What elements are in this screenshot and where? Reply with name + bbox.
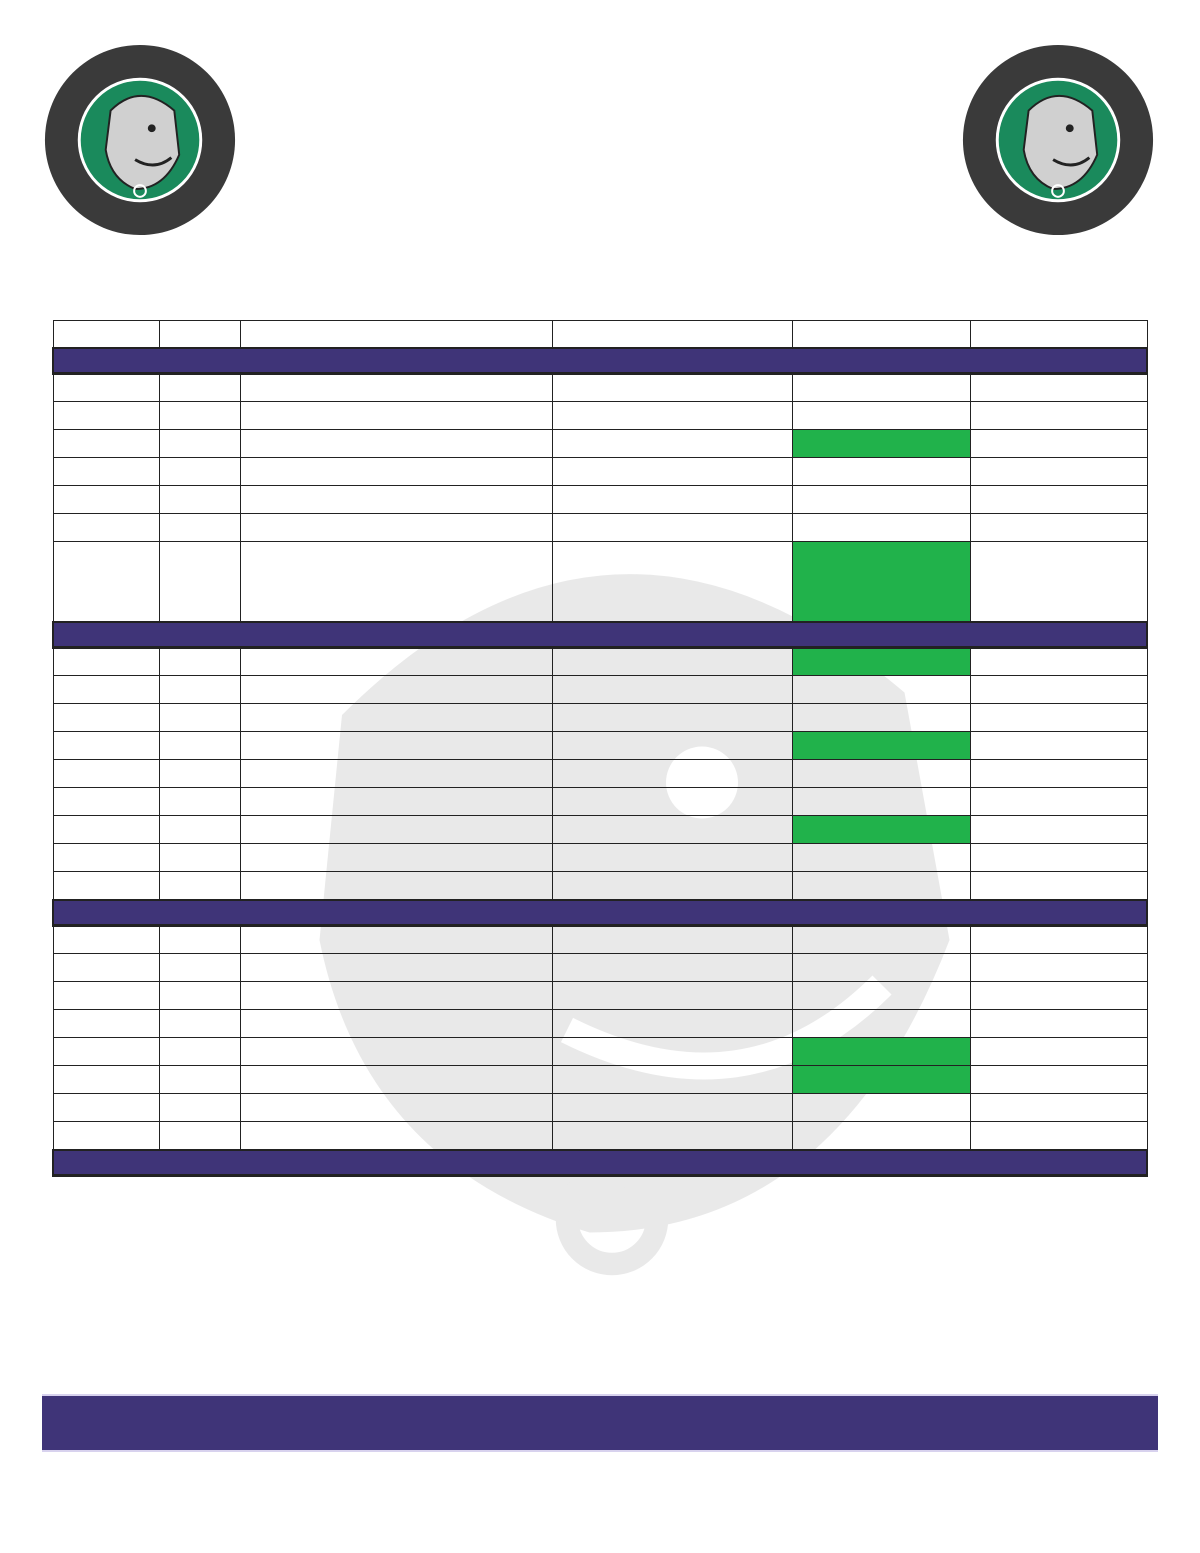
- bulldog-logo-icon: [42, 42, 238, 238]
- cell-level: [552, 514, 792, 542]
- cell-time: [970, 402, 1147, 430]
- cell-level: [552, 760, 792, 788]
- cell-date: [53, 816, 159, 844]
- cell-time: [970, 1122, 1147, 1150]
- cell-event: [240, 458, 552, 486]
- cell-event: [240, 374, 552, 402]
- cell-site: [792, 1038, 970, 1066]
- cell-time: [970, 430, 1147, 458]
- cell-time: [970, 1010, 1147, 1038]
- cell-date: [53, 402, 159, 430]
- cell-day: [159, 486, 240, 514]
- cell-day: [159, 458, 240, 486]
- cell-level: [552, 872, 792, 900]
- cell-date: [53, 704, 159, 732]
- cell-time: [970, 542, 1147, 622]
- cell-event: [240, 926, 552, 954]
- cell-site: [792, 430, 970, 458]
- month-header-november: [53, 348, 1147, 374]
- cell-day: [159, 676, 240, 704]
- cell-time: [970, 1094, 1147, 1122]
- cell-date: [53, 760, 159, 788]
- schedule-table-container: [52, 320, 1146, 1177]
- cell-site: [792, 872, 970, 900]
- cell-date: [53, 954, 159, 982]
- table-row: [53, 542, 1147, 622]
- schedule-table: [52, 320, 1148, 1177]
- cell-event: [240, 1010, 552, 1038]
- bulldog-logo-icon: [960, 42, 1156, 238]
- column-header-time: [970, 321, 1147, 348]
- cell-site: [792, 926, 970, 954]
- cell-event: [240, 954, 552, 982]
- cell-site: [792, 402, 970, 430]
- cell-date: [53, 1094, 159, 1122]
- cell-level: [552, 1038, 792, 1066]
- cell-time: [970, 788, 1147, 816]
- cell-event: [240, 402, 552, 430]
- cell-time: [970, 486, 1147, 514]
- cell-time: [970, 1066, 1147, 1094]
- month-label: [53, 1150, 1147, 1176]
- cell-event: [240, 676, 552, 704]
- table-row: [53, 1066, 1147, 1094]
- cell-date: [53, 458, 159, 486]
- cell-level: [552, 486, 792, 514]
- cell-level: [552, 374, 792, 402]
- cell-level: [552, 816, 792, 844]
- column-header-site: [792, 321, 970, 348]
- cell-date: [53, 1010, 159, 1038]
- cell-day: [159, 954, 240, 982]
- month-label: [53, 622, 1147, 648]
- cell-day: [159, 704, 240, 732]
- cell-event: [240, 648, 552, 676]
- cell-date: [53, 430, 159, 458]
- cell-event: [240, 732, 552, 760]
- harrison-hoyas-logo-right: [960, 42, 1156, 238]
- cell-date: [53, 648, 159, 676]
- cell-level: [552, 402, 792, 430]
- cell-date: [53, 732, 159, 760]
- month-label: [53, 348, 1147, 374]
- table-row: [53, 926, 1147, 954]
- cell-date: [53, 982, 159, 1010]
- cell-day: [159, 1094, 240, 1122]
- cell-time: [970, 844, 1147, 872]
- table-row: [53, 676, 1147, 704]
- cell-event: [240, 760, 552, 788]
- cell-day: [159, 648, 240, 676]
- cell-site: [792, 1010, 970, 1038]
- cell-day: [159, 926, 240, 954]
- cell-site: [792, 1122, 970, 1150]
- table-row: [53, 760, 1147, 788]
- cell-level: [552, 954, 792, 982]
- cell-event: [240, 1094, 552, 1122]
- cell-level: [552, 542, 792, 622]
- cell-level: [552, 788, 792, 816]
- cell-date: [53, 926, 159, 954]
- cell-date: [53, 374, 159, 402]
- table-row: [53, 872, 1147, 900]
- wrestling-schedule-banner: [42, 1394, 1158, 1452]
- schedule-body: [53, 348, 1147, 1176]
- cell-site: [792, 982, 970, 1010]
- cell-date: [53, 788, 159, 816]
- cell-level: [552, 648, 792, 676]
- table-row: [53, 648, 1147, 676]
- cell-time: [970, 732, 1147, 760]
- cell-event: [240, 542, 552, 622]
- cell-event: [240, 788, 552, 816]
- cell-day: [159, 542, 240, 622]
- month-header-february: [53, 1150, 1147, 1176]
- cell-site: [792, 788, 970, 816]
- cell-time: [970, 704, 1147, 732]
- cell-date: [53, 844, 159, 872]
- cell-event: [240, 514, 552, 542]
- cell-time: [970, 982, 1147, 1010]
- cell-date: [53, 1066, 159, 1094]
- table-row: [53, 982, 1147, 1010]
- table-row: [53, 374, 1147, 402]
- cell-time: [970, 514, 1147, 542]
- table-header-row: [53, 321, 1147, 348]
- table-row: [53, 1010, 1147, 1038]
- table-row: [53, 732, 1147, 760]
- cell-site: [792, 486, 970, 514]
- cell-time: [970, 648, 1147, 676]
- column-header-day: [159, 321, 240, 348]
- table-row: [53, 514, 1147, 542]
- cell-day: [159, 1010, 240, 1038]
- cell-time: [970, 676, 1147, 704]
- cell-site: [792, 816, 970, 844]
- cell-level: [552, 430, 792, 458]
- table-row: [53, 704, 1147, 732]
- cell-site: [792, 676, 970, 704]
- cell-date: [53, 872, 159, 900]
- table-row: [53, 486, 1147, 514]
- cell-time: [970, 954, 1147, 982]
- cell-site: [792, 732, 970, 760]
- cell-level: [552, 458, 792, 486]
- cell-day: [159, 430, 240, 458]
- cell-date: [53, 486, 159, 514]
- cell-site: [792, 374, 970, 402]
- cell-event: [240, 982, 552, 1010]
- cell-site: [792, 1094, 970, 1122]
- month-header-january: [53, 900, 1147, 926]
- cell-day: [159, 1122, 240, 1150]
- cell-site: [792, 458, 970, 486]
- month-header-december: [53, 622, 1147, 648]
- cell-site: [792, 514, 970, 542]
- cell-event: [240, 816, 552, 844]
- cell-day: [159, 816, 240, 844]
- month-label: [53, 900, 1147, 926]
- table-row: [53, 1122, 1147, 1150]
- cell-site: [792, 542, 970, 622]
- cell-level: [552, 1066, 792, 1094]
- cell-site: [792, 1066, 970, 1094]
- cell-time: [970, 926, 1147, 954]
- cell-event: [240, 704, 552, 732]
- cell-day: [159, 732, 240, 760]
- table-row: [53, 954, 1147, 982]
- cell-time: [970, 458, 1147, 486]
- cell-date: [53, 676, 159, 704]
- table-row: [53, 1094, 1147, 1122]
- cell-event: [240, 430, 552, 458]
- cell-site: [792, 954, 970, 982]
- cell-day: [159, 1038, 240, 1066]
- cell-site: [792, 760, 970, 788]
- column-header-event: [240, 321, 552, 348]
- table-row: [53, 402, 1147, 430]
- table-row: [53, 430, 1147, 458]
- cell-level: [552, 926, 792, 954]
- cell-date: [53, 1122, 159, 1150]
- cell-level: [552, 844, 792, 872]
- table-row: [53, 844, 1147, 872]
- cell-day: [159, 514, 240, 542]
- table-row: [53, 458, 1147, 486]
- cell-event: [240, 1038, 552, 1066]
- cell-event: [240, 1066, 552, 1094]
- cell-event: [240, 1122, 552, 1150]
- cell-level: [552, 1010, 792, 1038]
- cell-time: [970, 374, 1147, 402]
- cell-level: [552, 732, 792, 760]
- column-header-date: [53, 321, 159, 348]
- cell-day: [159, 402, 240, 430]
- cell-time: [970, 816, 1147, 844]
- cell-time: [970, 872, 1147, 900]
- cell-day: [159, 872, 240, 900]
- cell-event: [240, 872, 552, 900]
- harrison-hoyas-logo-left: [42, 42, 238, 238]
- cell-site: [792, 704, 970, 732]
- table-row: [53, 788, 1147, 816]
- cell-event: [240, 844, 552, 872]
- cell-day: [159, 1066, 240, 1094]
- cell-event: [240, 486, 552, 514]
- column-header-level: [552, 321, 792, 348]
- table-row: [53, 1038, 1147, 1066]
- cell-level: [552, 676, 792, 704]
- cell-level: [552, 704, 792, 732]
- cell-day: [159, 788, 240, 816]
- cell-date: [53, 542, 159, 622]
- cell-site: [792, 648, 970, 676]
- table-row: [53, 816, 1147, 844]
- cell-site: [792, 844, 970, 872]
- cell-day: [159, 760, 240, 788]
- cell-day: [159, 982, 240, 1010]
- cell-time: [970, 760, 1147, 788]
- cell-level: [552, 1094, 792, 1122]
- cell-day: [159, 844, 240, 872]
- cell-level: [552, 982, 792, 1010]
- cell-date: [53, 1038, 159, 1066]
- cell-level: [552, 1122, 792, 1150]
- cell-time: [970, 1038, 1147, 1066]
- cell-date: [53, 514, 159, 542]
- cell-day: [159, 374, 240, 402]
